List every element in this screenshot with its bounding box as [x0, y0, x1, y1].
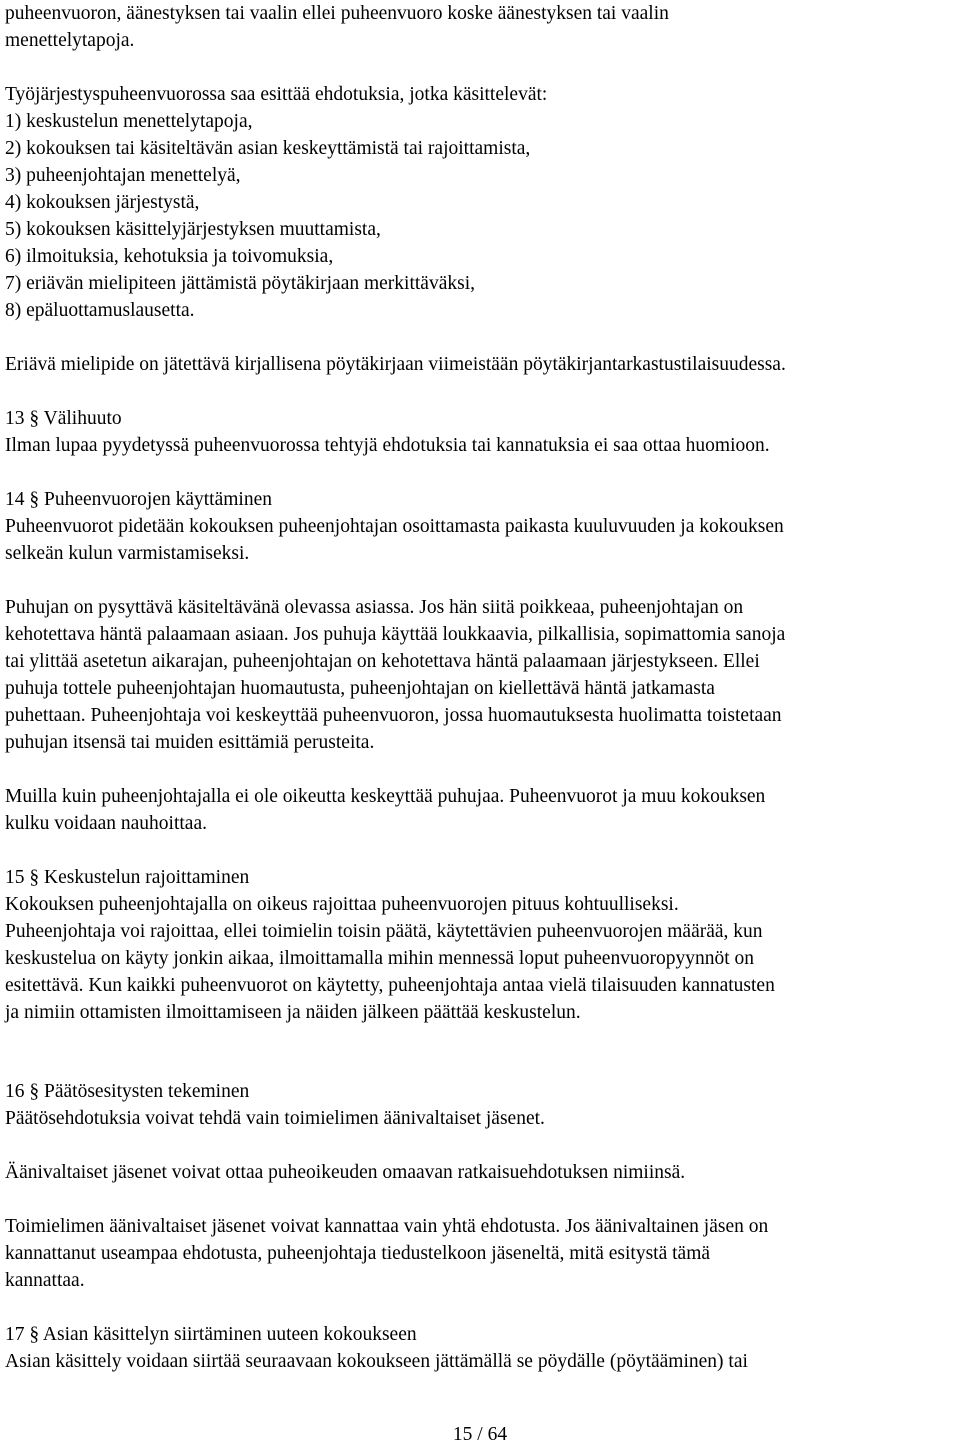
text-line: puhettaan. Puheenjohtaja voi keskeyttää puheenvuoron, jossa huomautuksesta huolimatta toistetaan [5, 705, 782, 726]
text-line: puhuja tottele puheenjohtajan huomautusta, puheenjohtajan on kiellettävä häntä jatkamasta [5, 678, 715, 699]
list-item: 5) kokouksen käsittelyjärjestyksen muuttamista, [5, 219, 381, 240]
text-line: keskustelua on käyty jonkin aikaa, ilmoittamalla mihin mennessä loput puheenvuoropyynnöt on [5, 948, 754, 969]
section-heading-15: 15 § Keskustelun rajoittaminen [5, 867, 250, 888]
text-line: Kokouksen puheenjohtajalla on oikeus rajoittaa puheenvuorojen pituus kohtuulliseksi. [5, 894, 679, 915]
text-line: kannattanut useampaa ehdotusta, puheenjohtaja tiedustelkoon jäseneltä, mitä esitystä tämä [5, 1243, 711, 1264]
text-line: tai ylittää asetetun aikarajan, puheenjohtajan on kehotettava häntä palaamaan järjestykseen. Ellei [5, 651, 760, 672]
text-line: Muilla kuin puheenjohtajalla ei ole oikeutta keskeyttää puhujaa. Puheenvuorot ja muu kokouksen [5, 786, 766, 807]
text-line: esitettävä. Kun kaikki puheenvuorot on käytetty, puheenjohtaja antaa vielä tilaisuuden kannatusten [5, 975, 775, 996]
text-line: Puhujan on pysyttävä käsiteltävänä olevassa asiassa. Jos hän siitä poikkeaa, puheenjohtajan on [5, 597, 744, 618]
list-item: 2) kokouksen tai käsiteltävän asian keskeyttämistä tai rajoittamista, [5, 138, 531, 159]
text-line: Äänivaltaiset jäsenet voivat ottaa puheoikeuden omaavan ratkaisuehdotuksen nimiinsä. [5, 1162, 686, 1183]
text-line: Työjärjestyspuheenvuorossa saa esittää ehdotuksia, jotka käsittelevät: [5, 84, 548, 105]
text-line: Ilman lupaa pyydetyssä puheenvuorossa tehtyjä ehdotuksia tai kannatuksia ei saa ottaa huomioon. [5, 435, 770, 456]
text-line: kulku voidaan nauhoittaa. [5, 813, 207, 834]
text-line: Eriävä mielipide on jätettävä kirjallisena pöytäkirjaan viimeistään pöytäkirjantarkastustilaisuudessa. [5, 354, 786, 375]
list-item: 1) keskustelun menettelytapoja, [5, 111, 253, 132]
section-heading-16: 16 § Päätösesitysten tekeminen [5, 1081, 250, 1102]
text-line: Asian käsittely voidaan siirtää seuraavaan kokoukseen jättämällä se pöydälle (pöytääminen) tai [5, 1351, 748, 1372]
list-item: 7) eriävän mielipiteen jättämistä pöytäkirjaan merkittäväksi, [5, 273, 475, 294]
text-line: puhujan itsensä tai muiden esittämiä perusteita. [5, 732, 375, 753]
list-item: 6) ilmoituksia, kehotuksia ja toivomuksia, [5, 246, 334, 267]
text-line: Puheenjohtaja voi rajoittaa, ellei toimielin toisin päätä, käytettävien puheenvuorojen määrää, kun [5, 921, 763, 942]
list-item: 8) epäluottamuslausetta. [5, 300, 195, 321]
text-line: selkeän kulun varmistamiseksi. [5, 543, 250, 564]
section-heading-13: 13 § Välihuuto [5, 408, 122, 429]
text-line: Päätösehdotuksia voivat tehdä vain toimielimen äänivaltaiset jäsenet. [5, 1108, 545, 1129]
text-line: menettelytapoja. [5, 30, 135, 51]
text-line: Puheenvuorot pidetään kokouksen puheenjohtajan osoittamasta paikasta kuuluvuuden ja kokouksen [5, 516, 784, 537]
document-page [5, 0, 957, 1375]
text-line: ja nimiin ottamisten ilmoittamiseen ja näiden jälkeen päättää keskustelun. [5, 1002, 581, 1023]
text-line: Toimielimen äänivaltaiset jäsenet voivat kannattaa vain yhtä ehdotusta. Jos äänivaltainen jäsen on [5, 1216, 769, 1237]
list-item: 3) puheenjohtajan menettelyä, [5, 165, 241, 186]
section-heading-14: 14 § Puheenvuorojen käyttäminen [5, 489, 272, 510]
list-item: 4) kokouksen järjestystä, [5, 192, 200, 213]
text-line: kehotettava häntä palaamaan asiaan. Jos puhuja käyttää loukkaavia, pilkallisia, sopimattomia sanoja [5, 624, 786, 645]
text-line: puheenvuoron, äänestyksen tai vaalin ellei puheenvuoro koske äänestyksen tai vaalin [5, 3, 669, 24]
text-line: kannattaa. [5, 1270, 85, 1291]
page-number: 15 / 64 [452, 1424, 508, 1445]
section-heading-17: 17 § Asian käsittelyn siirtäminen uuteen kokoukseen [5, 1324, 417, 1345]
